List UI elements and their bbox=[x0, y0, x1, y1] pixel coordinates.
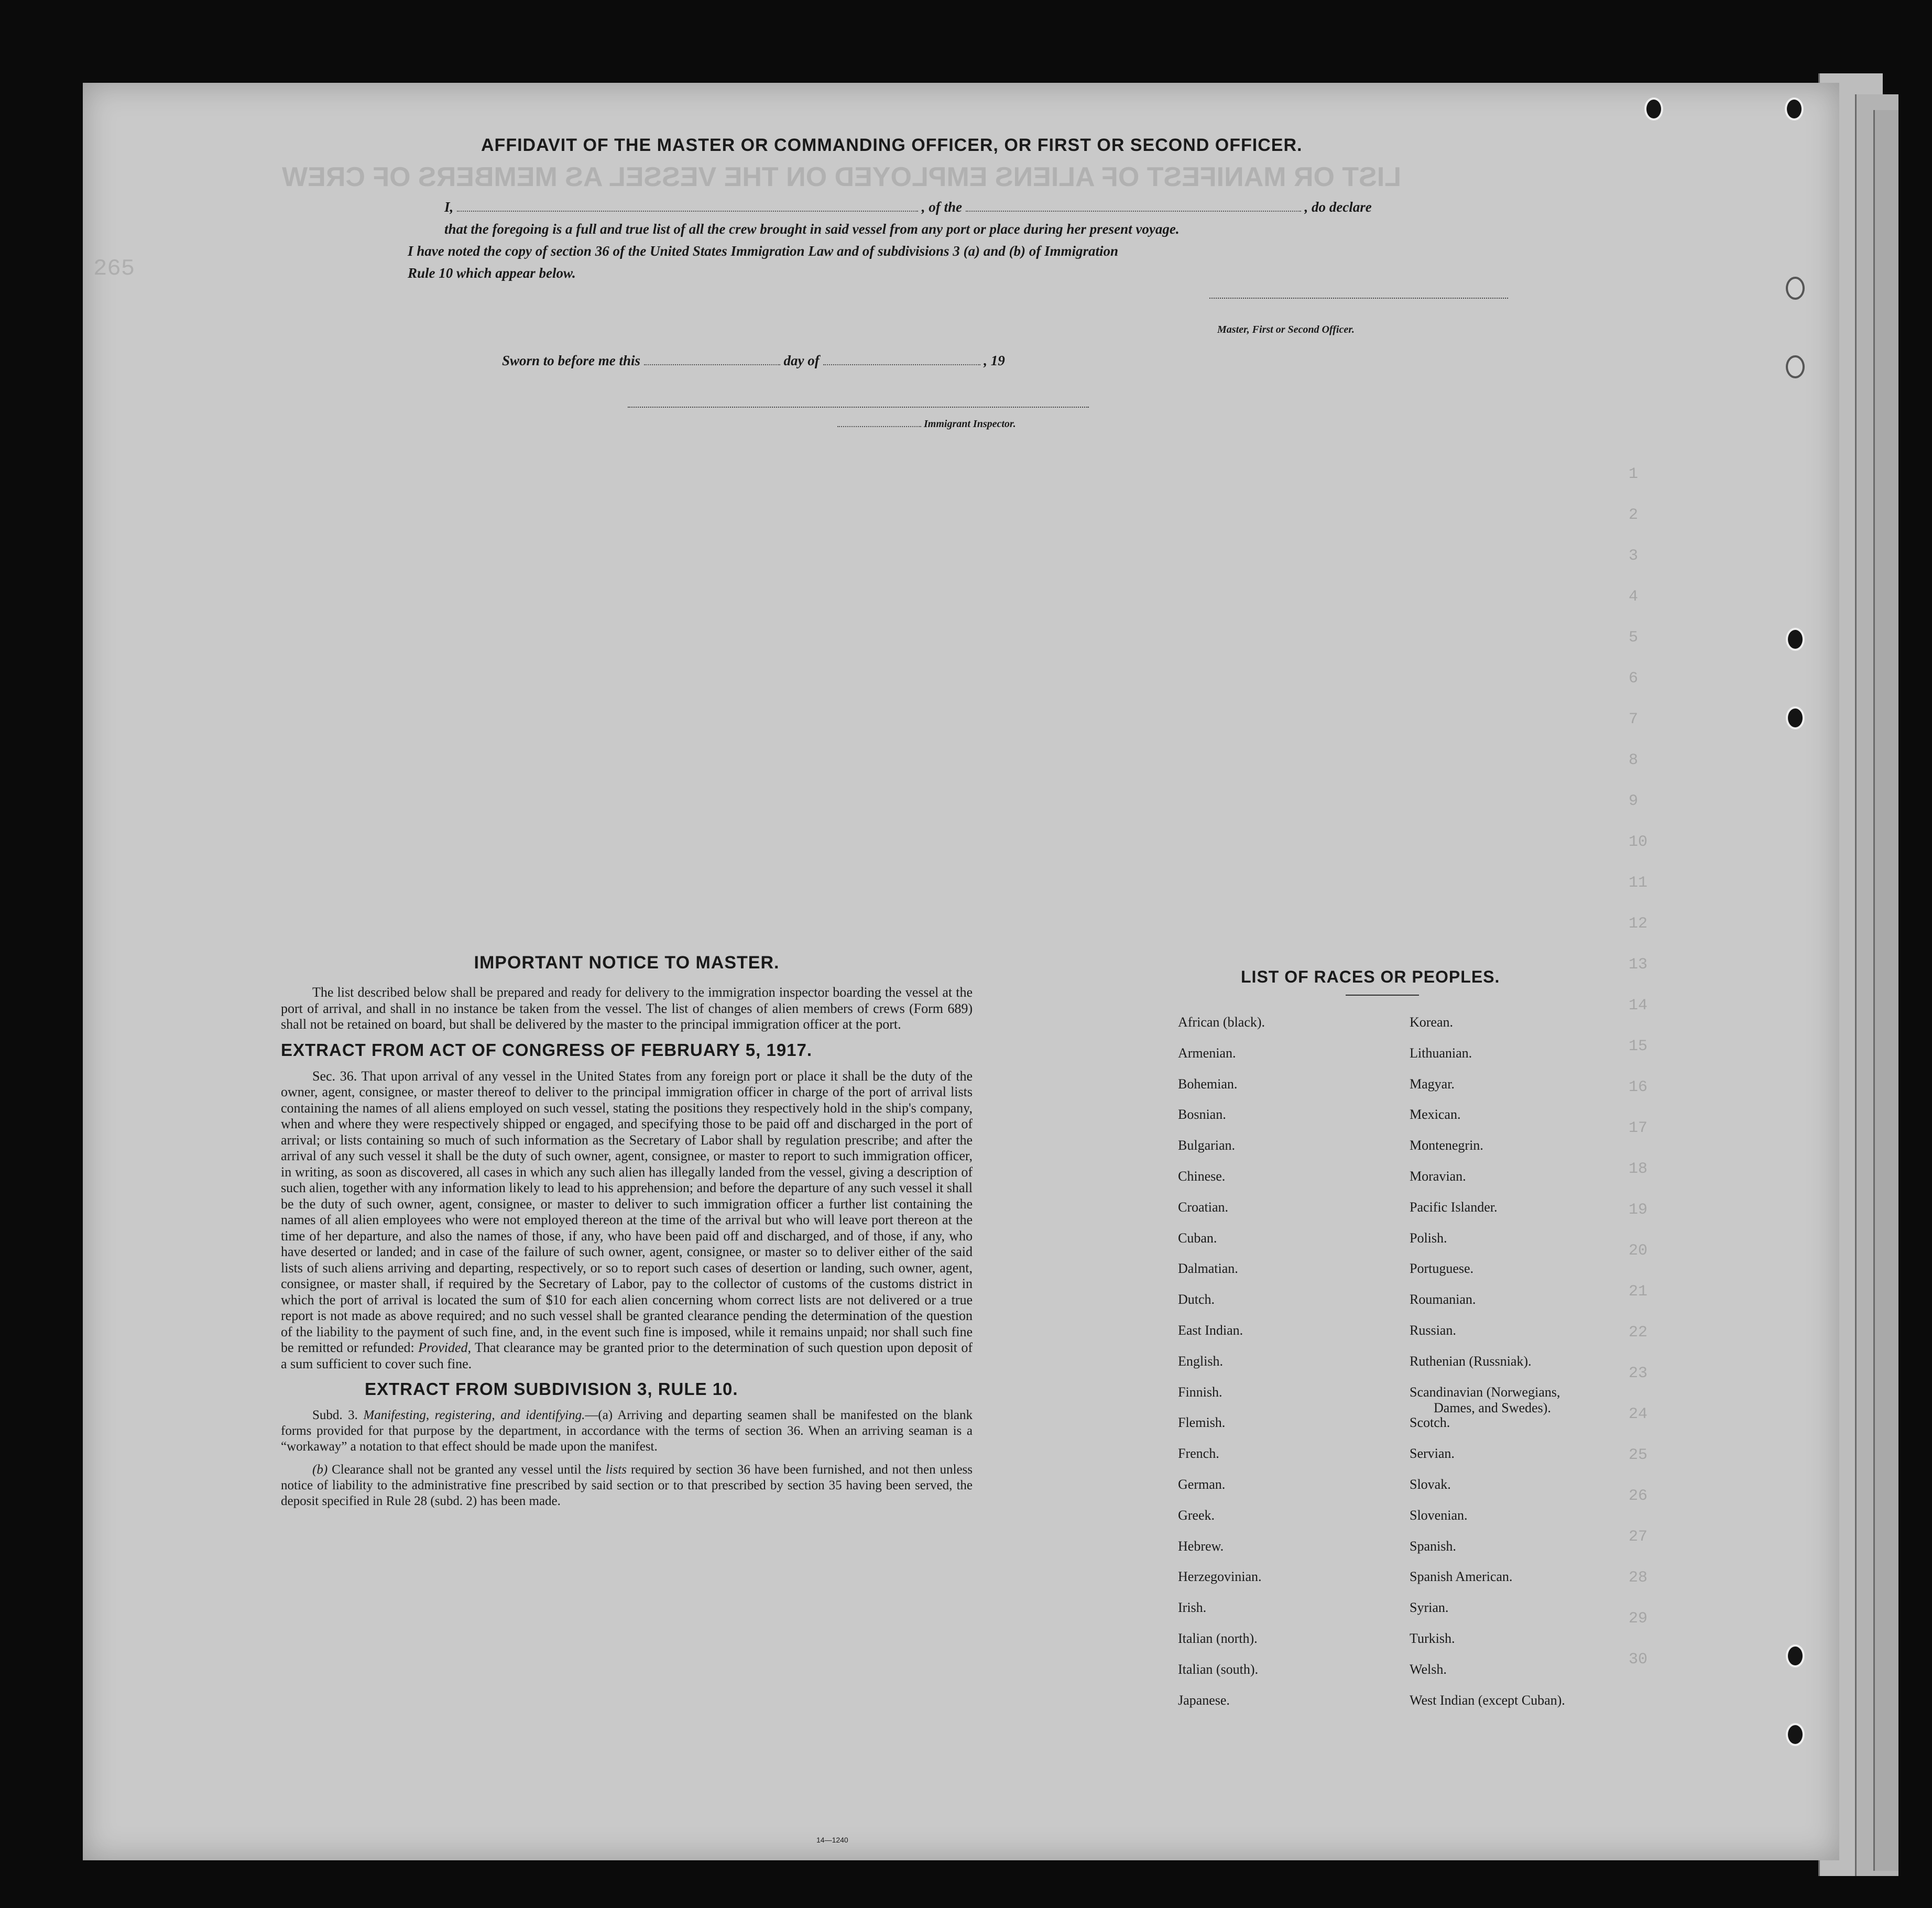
race-item: Dames, and Swedes). bbox=[1434, 1400, 1551, 1415]
race-item: Bulgarian. bbox=[1178, 1138, 1236, 1153]
race-item: Armenian. bbox=[1178, 1045, 1236, 1061]
notice-title: IMPORTANT NOTICE TO MASTER. bbox=[474, 953, 780, 973]
race-item: Magyar. bbox=[1410, 1076, 1455, 1092]
race-item: Bohemian. bbox=[1178, 1076, 1238, 1092]
bleed-through-row-number: 11 bbox=[1629, 874, 1648, 892]
sworn-day-blank bbox=[644, 354, 780, 365]
race-item: Hebrew. bbox=[1178, 1538, 1224, 1554]
race-item: English. bbox=[1178, 1353, 1223, 1369]
affidavit-of-the-label: , of the bbox=[921, 199, 963, 215]
day-of-label: day of bbox=[783, 353, 820, 368]
affidavit-declare-label: , do declare bbox=[1304, 199, 1372, 215]
act-extract-text: Sec. 36. That upon arrival of any vessel in the United States from any foreign port or place it shall be the duty of the owner, agent, consignee, or master thereof to deliver to the principal immigration officer in charge of the port of arrival lists containing the names of all aliens employed on such vessel, stating the positions they respectively hold in the ship's company, when and where they were respectively shipped or engaged, and specifying those to be paid off and discharged in the port of arrival; or lists containing so much of such information as the Secretary of Labor shall by regulation prescribe; and after the arrival of any such vessel it shall be the duty of such owner, agent, consignee, or master to report to such immigration officer, in writing, as soon as discovered, all cases in which any such alien has illegally landed from the vessel, giving a description of such alien, together with any information likely to lead to his apprehension; and before the departure of any such vessel it shall be the duty of such owner, agent, consignee, or master to deliver to such immigration officer a further list containing the names of all alien employees who were not employed thereon at the time of the arrival but who will leave port thereon at the time of her departure, and also the names of those, if any, who have been paid off and discharged, and of those, if any, who have deserted or landed; and in case of the failure of such owner, agent, consignee, or master so to deliver either of the said lists of such aliens arriving and departing, respectively, or so to report such cases of desertion or landing, such owner, agent, consignee, or master shall, if required by the Secretary of Labor, pay to the collector of customs of the customs district in which the port of arrival is located the sum of $10 for each alien concerning whom correct lists are not delivered or a true report is not made as above required; and no such vessel shall be granted clearance pending the determination of the question of the liability to the payment of such fine, and, in the event such fine is imposed, while it remains unpaid; nor shall such fine be remitted or refunded: Provided, That clearance may be granted prior to the determination of such question upon deposit of a sum sufficient to cover such fine. bbox=[281, 1068, 973, 1371]
race-item: Roumanian. bbox=[1410, 1292, 1476, 1307]
race-item: Scandinavian (Norwegians, bbox=[1410, 1384, 1560, 1400]
inspector-blank-dots bbox=[837, 421, 921, 427]
bleed-through-row-number: 30 bbox=[1629, 1651, 1648, 1669]
race-item: Dutch. bbox=[1178, 1292, 1215, 1307]
race-item: Irish. bbox=[1178, 1600, 1207, 1616]
notice-column bbox=[281, 953, 973, 1517]
race-item: Finnish. bbox=[1178, 1384, 1222, 1400]
bleed-through-row-number: 12 bbox=[1629, 915, 1648, 933]
race-item: Cuban. bbox=[1178, 1230, 1217, 1246]
vessel-blank-line bbox=[966, 200, 1301, 212]
race-item: German. bbox=[1178, 1477, 1226, 1492]
bleed-through-row-number: 22 bbox=[1629, 1324, 1648, 1342]
inspector-signature-label: Immigrant Inspector. bbox=[837, 418, 1016, 430]
races-title-rule bbox=[1346, 995, 1419, 996]
rule-extract-title: EXTRACT FROM SUBDIVISION 3, RULE 10. bbox=[365, 1379, 738, 1399]
race-item: Polish. bbox=[1410, 1230, 1447, 1246]
affidavit-line-2: that the foregoing is a full and true list of all the crew brought in said vessel from any port or place during her present voyage. bbox=[444, 221, 1180, 237]
sworn-line bbox=[502, 353, 1005, 369]
binder-hole bbox=[1786, 277, 1805, 300]
bleed-through-row-number: 4 bbox=[1629, 588, 1639, 606]
race-item: Russian. bbox=[1410, 1323, 1456, 1338]
bleed-through-row-number: 7 bbox=[1629, 711, 1639, 728]
race-item: Greek. bbox=[1178, 1507, 1215, 1523]
bleed-through-row-number: 14 bbox=[1629, 997, 1648, 1015]
race-item: Dalmatian. bbox=[1178, 1261, 1238, 1277]
race-item: Turkish. bbox=[1410, 1631, 1455, 1646]
affidavit-i-label: I, bbox=[444, 199, 454, 215]
race-item: East Indian. bbox=[1178, 1323, 1243, 1338]
bleed-through-row-number: 16 bbox=[1629, 1078, 1648, 1096]
rule-subd-b: (b) Clearance shall not be granted any vessel until the lists required by section 36 have been furnished, and not then unless notice of liability to the administrative fine prescribed by said section or to that prescribed by section 35 having been served, the deposit specified in Rule 28 (subd. 2) has been made. bbox=[281, 1463, 973, 1508]
bleed-through-row-number: 29 bbox=[1629, 1610, 1648, 1628]
race-item: Welsh. bbox=[1410, 1661, 1447, 1677]
form-number: 14—1240 bbox=[816, 1836, 848, 1844]
bleed-through-row-number: 1 bbox=[1629, 465, 1639, 483]
affidavit-title: AFFIDAVIT OF THE MASTER OR COMMANDING OFFICER, OR FIRST OR SECOND OFFICER. bbox=[481, 135, 1303, 155]
bleed-through-row-number: 15 bbox=[1629, 1038, 1648, 1055]
name-blank-line bbox=[457, 200, 918, 212]
bleed-through-row-number: 13 bbox=[1629, 956, 1648, 974]
bleed-through-row-number: 3 bbox=[1629, 547, 1639, 565]
inspector-signature-line bbox=[628, 407, 1089, 408]
affidavit-line-4: Rule 10 which appear below. bbox=[408, 265, 576, 281]
bleed-through-row-number: 20 bbox=[1629, 1242, 1648, 1260]
bleed-through-row-number: 27 bbox=[1629, 1528, 1648, 1546]
bleed-through-row-number: 19 bbox=[1629, 1201, 1648, 1219]
race-item: West Indian (except Cuban). bbox=[1410, 1692, 1565, 1708]
bleed-through-row-number: 18 bbox=[1629, 1160, 1648, 1178]
bleed-through-row-number: 23 bbox=[1629, 1365, 1648, 1382]
binder-hole bbox=[1786, 355, 1805, 378]
master-signature-label: Master, First or Second Officer. bbox=[1217, 324, 1355, 335]
bleed-through-row-number: 25 bbox=[1629, 1446, 1648, 1464]
bleed-through-row-number: 10 bbox=[1629, 833, 1648, 851]
bleed-through-row-number: 5 bbox=[1629, 629, 1639, 647]
binder-hole bbox=[1644, 97, 1663, 121]
race-item: Slovak. bbox=[1410, 1477, 1451, 1492]
binder-hole bbox=[1786, 1644, 1805, 1667]
race-item: French. bbox=[1178, 1446, 1219, 1462]
binder-hole bbox=[1786, 1723, 1805, 1746]
race-item: Lithuanian. bbox=[1410, 1045, 1472, 1061]
year-label: , 19 bbox=[984, 353, 1005, 368]
race-item: Montenegrin. bbox=[1410, 1138, 1483, 1153]
page-edge bbox=[1873, 110, 1898, 1871]
act-extract-title: EXTRACT FROM ACT OF CONGRESS OF FEBRUARY 5, 1917. bbox=[281, 1040, 813, 1060]
bleed-through-row-number: 6 bbox=[1629, 670, 1639, 688]
race-item: Korean. bbox=[1410, 1015, 1454, 1030]
race-item: Flemish. bbox=[1178, 1415, 1226, 1431]
affidavit-declaration-line bbox=[444, 199, 1372, 215]
race-item: Italian (south). bbox=[1178, 1661, 1259, 1677]
binder-hole bbox=[1785, 97, 1804, 121]
bleed-through-row-number: 21 bbox=[1629, 1283, 1648, 1301]
sworn-month-blank bbox=[823, 354, 980, 365]
binder-hole bbox=[1786, 706, 1805, 729]
master-signature-line bbox=[1209, 298, 1508, 299]
bleed-through-row-number: 8 bbox=[1629, 751, 1639, 769]
document-page bbox=[83, 83, 1839, 1860]
race-item: Croatian. bbox=[1178, 1199, 1229, 1215]
bleed-through-row-number: 2 bbox=[1629, 506, 1639, 524]
race-item: Bosnian. bbox=[1178, 1107, 1226, 1122]
binder-hole bbox=[1786, 628, 1805, 651]
race-item: Portuguese. bbox=[1410, 1261, 1474, 1277]
notice-text: The list described below shall be prepared and ready for delivery to the immigration inspector boarding the vessel at the port of arrival, and shall in no instance be taken from the vessel. The list of changes of alien members of crews (Form 689) shall not be retained on board, but shall be delivered by the master to the principal immigration officer at the port. bbox=[281, 985, 973, 1032]
race-item: Syrian. bbox=[1410, 1600, 1449, 1616]
race-item: Herzegovinian. bbox=[1178, 1569, 1262, 1585]
race-item: African (black). bbox=[1178, 1015, 1265, 1030]
bleed-through-page-number: 265 bbox=[93, 256, 135, 282]
bleed-through-row-number: 9 bbox=[1629, 792, 1639, 810]
bleed-through-row-number: 24 bbox=[1629, 1405, 1648, 1423]
race-item: Servian. bbox=[1410, 1446, 1455, 1462]
race-item: Italian (north). bbox=[1178, 1631, 1258, 1646]
bleed-through-row-number: 17 bbox=[1629, 1119, 1648, 1137]
race-item: Slovenian. bbox=[1410, 1507, 1468, 1523]
bleed-through-row-number: 26 bbox=[1629, 1487, 1648, 1505]
race-item: Japanese. bbox=[1178, 1692, 1230, 1708]
race-item: Spanish. bbox=[1410, 1538, 1456, 1554]
race-item: Pacific Islander. bbox=[1410, 1199, 1498, 1215]
race-item: Scotch. bbox=[1410, 1415, 1450, 1431]
race-item: Moravian. bbox=[1410, 1169, 1466, 1184]
race-item: Mexican. bbox=[1410, 1107, 1461, 1122]
affidavit-line-3: I have noted the copy of section 36 of the United States Immigration Law and of subdivisions 3 (a) and (b) of Immigration bbox=[408, 243, 1119, 259]
sworn-label: Sworn to before me this bbox=[502, 353, 641, 368]
races-title: LIST OF RACES OR PEOPLES. bbox=[1241, 967, 1500, 986]
rule-subd-a: Subd. 3. Manifesting, registering, and identifying.—(a) Arriving and departing seamen shall be manifested on the blank forms provided for that purpose by the department, in accordance with the terms of section 36. When an arriving seaman is a “workaway” a notation to that effect should be made upon the manifest. bbox=[281, 1408, 973, 1454]
race-item: Ruthenian (Russniak). bbox=[1410, 1353, 1532, 1369]
race-item: Chinese. bbox=[1178, 1169, 1226, 1184]
bleed-through-title: LIST OR MANIFEST OF ALIENS EMPLOYED ON THE VESSEL AS MEMBERS OF CREW bbox=[282, 162, 1401, 192]
race-item: Spanish American. bbox=[1410, 1569, 1513, 1585]
bleed-through-row-number: 28 bbox=[1629, 1569, 1648, 1587]
